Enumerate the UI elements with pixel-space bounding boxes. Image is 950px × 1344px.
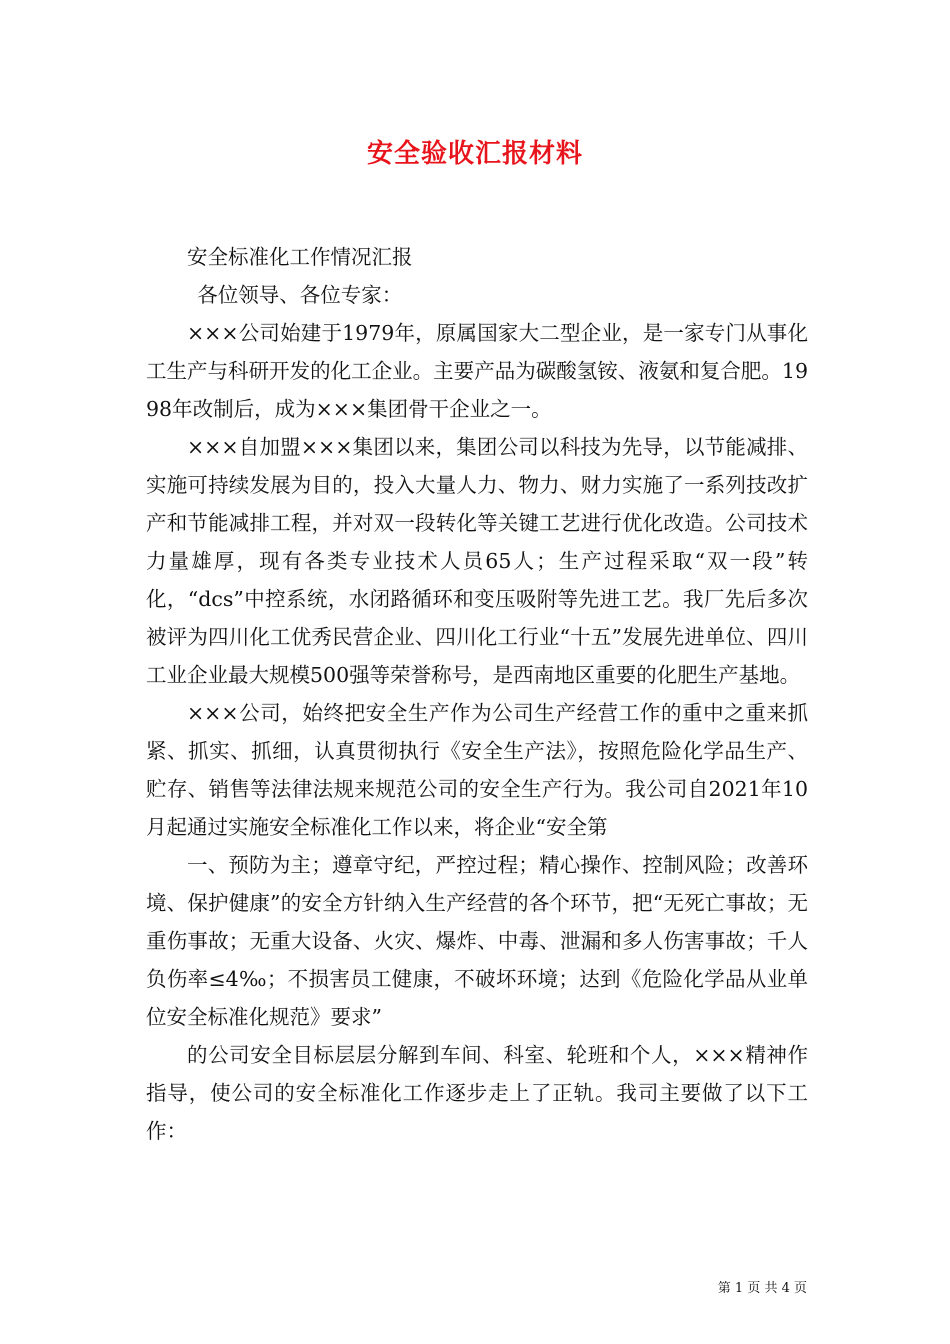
body-paragraph: ×××公司始建于1979年，原属国家大二型企业，是一家专门从事化工生产与科研开发的化工企业。主要产品为碳酸氢铵、液氨和复合肥。1998年改制后，成为×××集团骨干企业之一。 — [146, 321, 808, 421]
body-paragraph: ×××公司，始终把安全生产作为公司生产经营工作的重中之重来抓紧、抓实、抓细，认真贯彻执行《安全生产法》，按照危险化学品生产、贮存、销售等法律法规来规范公司的安全生产行为。我公司自2021年10月起通过实施安全标准化工作以来，将企业“安全第 — [146, 701, 808, 839]
document-body — [146, 238, 808, 1150]
body-paragraph: 的公司安全目标层层分解到车间、科室、轮班和个人，×××精神作指导，使公司的安全标准化工作逐步走上了正轨。我司主要做了以下工作： — [146, 1043, 808, 1143]
report-subtitle: 安全标准化工作情况汇报 — [187, 245, 413, 269]
greeting-paragraph: 各位领导、各位专家： — [197, 283, 403, 307]
body-paragraph: ×××自加盟×××集团以来，集团公司以科技为先导，以节能减排、实施可持续发展为目的，投入大量人力、物力、财力实施了一系列技改扩产和节能减排工程，并对双一段转化等关键工艺进行优化改造。公司技术力量雄厚，现有各类专业技术人员65人；生产过程采取“双一段”转化，“dcs”中控系统，水闭路循环和变压吸附等先进工艺。我厂先后多次被评为四川化工优秀民营企业、四川化工行业“十五”发展先进单位、四川工业企业最大规模500强等荣誉称号，是西南地区重要的化肥生产基地。 — [146, 435, 808, 687]
body-paragraph: 一、预防为主；遵章守纪，严控过程；精心操作、控制风险；改善环境、保护健康”的安全方针纳入生产经营的各个环节，把“无死亡事故；无重伤事故；无重大设备、火灾、爆炸、中毒、泄漏和多人伤害事故；千人负伤率≤4‰；不损害员工健康，不破坏环境；达到《危险化学品从业单位安全标准化规范》要求” — [146, 853, 808, 1029]
page-number: 第 1 页 共 4 页 — [717, 1281, 807, 1296]
document-title: 安全验收汇报材料 — [366, 139, 583, 169]
